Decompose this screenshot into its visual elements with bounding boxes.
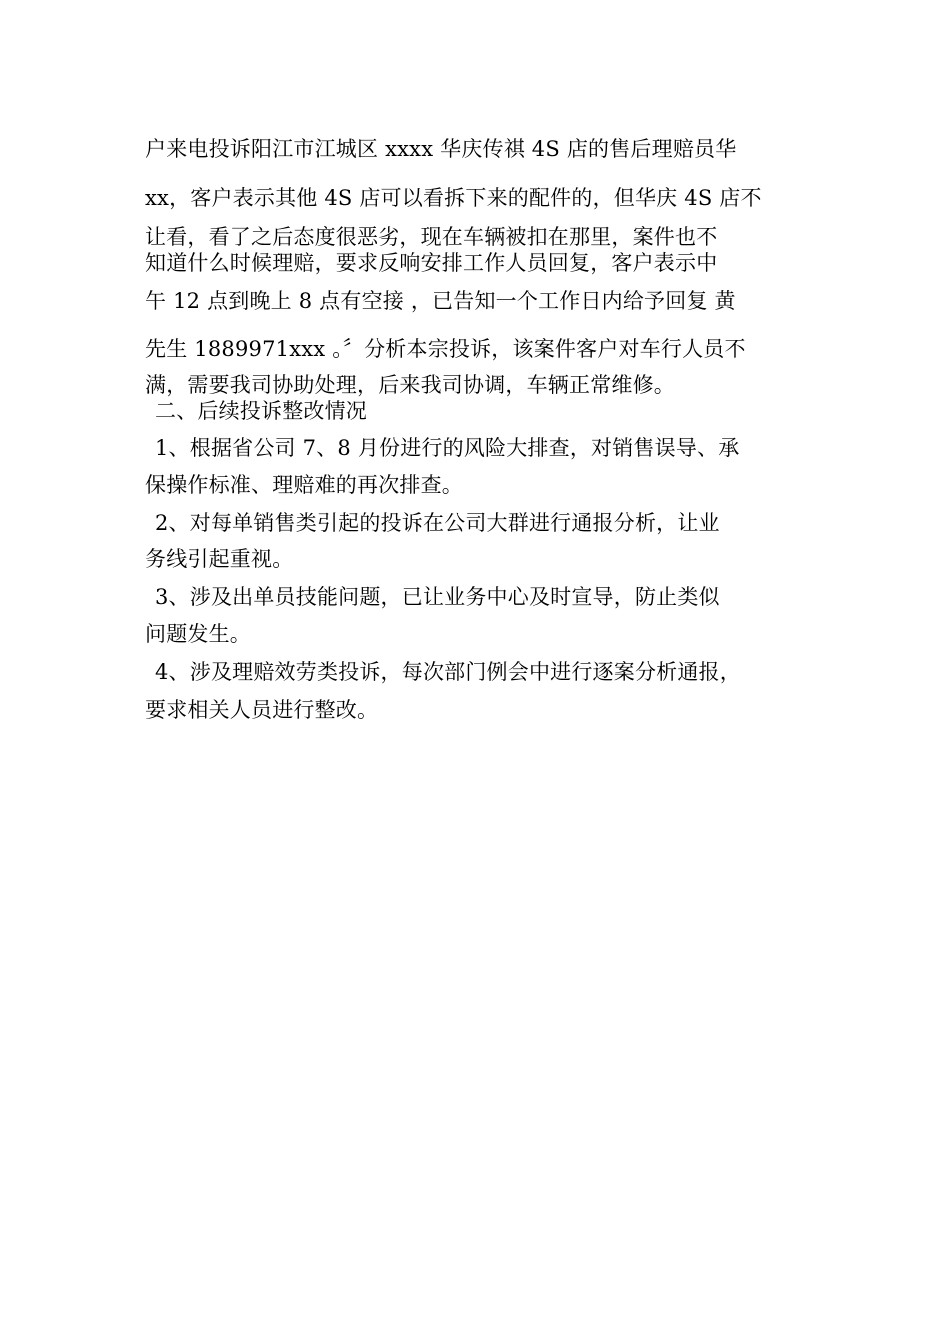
list-item-4: 4、涉及理赔效劳类投诉，每次部门例会中进行逐案分析通报， (155, 660, 741, 684)
section-heading: 二、后续投诉整改情况 (155, 399, 367, 423)
text-line: 先生 1889971xxx 。〞分析本宗投诉，该案件客户对车行人员不 (145, 337, 746, 361)
text-line: 要求相关人员进行整改。 (145, 698, 379, 722)
text-line: xx，客户表示其他 4S 店可以看拆下来的配件的，但华庆 4S 店不 (145, 186, 762, 210)
text-line: 务线引起重视。 (145, 547, 294, 571)
list-item-1: 1、根据省公司 7、8 月份进行的风险大排查，对销售误导、承 (155, 436, 740, 460)
text-line: 保操作标准、理赔难的再次排查。 (145, 473, 463, 497)
list-item-2: 2、对每单销售类引起的投诉在公司大群进行通报分析，让业 (155, 511, 720, 535)
text-line: 户来电投诉阳江市江城区 xxxx 华庆传祺 4S 店的售后理赔员华 (145, 137, 737, 161)
text-line: 满，需要我司协助处理，后来我司协调，车辆正常维修。 (145, 373, 675, 397)
text-line: 知道什么时候理赔，要求反响安排工作人员回复，客户表示中 (145, 251, 718, 275)
text-line: 午 12 点到晚上 8 点有空接 ，已告知一个工作日内给予回复 黄 (145, 289, 736, 313)
list-item-3: 3、涉及出单员技能问题，已让业务中心及时宣导，防止类似 (155, 585, 720, 609)
text-line: 让看，看了之后态度很恶劣，现在车辆被扣在那里，案件也不 (145, 225, 718, 249)
text-line: 问题发生。 (145, 622, 251, 646)
